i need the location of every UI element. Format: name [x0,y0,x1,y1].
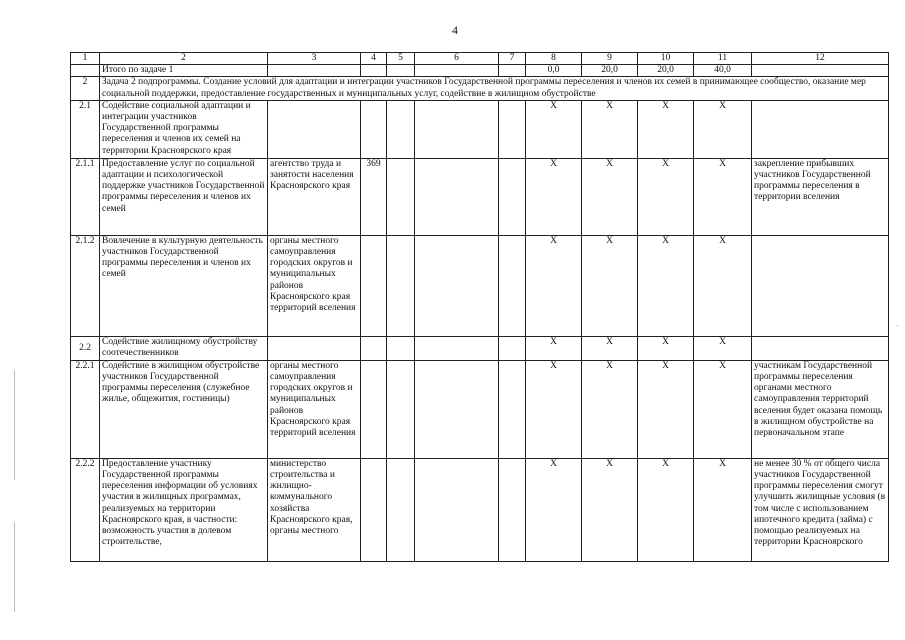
page-number: 4 [452,23,458,37]
row-number: 2.2.1 [71,360,100,458]
expected-result [752,336,889,360]
measure-name: Содействие в жилищном обустройстве участников Государственной программы переселения (служебное жилье, общежития, гостиницы) [100,360,268,458]
column-4-value [361,360,387,458]
header-cell: 6 [415,53,499,65]
scan-margin-mark [14,370,15,480]
expected-result: участникам Государственной программы переселения органами местного самоуправления территорий вселения будет оказана помощь в жилищном обустройстве на первоначальном этапе [752,360,889,458]
x-mark: X [526,336,582,360]
measure-name: Вовлечение в культурную деятельность участников Государственной программы переселения и членов их семей [100,235,268,336]
x-mark: X [526,458,582,561]
header-cell: 1 [71,53,100,65]
measure-name: Содействие жилищному обустройству соотечественников [100,336,268,360]
x-mark: X [694,235,752,336]
column-4-value [361,458,387,561]
executor: агентство труда и занятости населения Красноярского края [268,158,361,235]
x-mark: X [582,235,638,336]
total-value: 20,0 [638,65,694,77]
expected-result: закрепление прибывших участников Государственной программы переселения в территории вселения [752,158,889,235]
header-row [71,53,889,65]
scan-margin-mark [14,522,15,612]
x-mark: X [526,158,582,235]
x-mark: X [638,336,694,360]
x-mark: X [638,458,694,561]
column-4-value [361,235,387,336]
x-mark: X [582,158,638,235]
task-row [71,77,889,100]
total-value: 20,0 [582,65,638,77]
total-value: 0,0 [526,65,582,77]
x-mark: X [526,100,582,158]
x-mark: X [638,158,694,235]
expected-result [752,235,889,336]
row-number: 2 [71,77,100,100]
row-number: 2.1.2 [71,235,100,336]
header-cell: 5 [387,53,415,65]
x-mark: X [694,458,752,561]
header-cell: 12 [752,53,889,65]
program-table [70,52,889,562]
table-row [71,235,889,336]
total-value: 40,0 [694,65,752,77]
x-mark: X [582,458,638,561]
x-mark: X [638,235,694,336]
table-row [71,336,889,360]
table-row [71,360,889,458]
row-number: 2.2 [71,336,100,360]
measure-name: Предоставление услуг по социальной адаптации и психологической поддержке участников Государственной программы переселения и членов их семей [100,158,268,235]
x-mark: X [694,158,752,235]
column-4-value [361,100,387,158]
table-row [71,458,889,561]
executor [268,336,361,360]
x-mark: X [638,100,694,158]
x-mark: X [582,360,638,458]
header-cell: 2 [100,53,268,65]
x-mark: X [582,336,638,360]
scan-speck [897,325,898,326]
row-number: 2.2.2 [71,458,100,561]
executor: органы местного самоуправления городских округов и муниципальных районов Красноярского края территорий вселения [268,235,361,336]
table-row [71,100,889,158]
task-description: Задача 2 подпрограммы. Создание условий для адаптации и интеграции участников Государственной программы переселения и членов их семей в принимающее сообщество, оказание мер социальной поддержки, предоставление государственных и муниципальных услуг, содействие в жилищном обустройстве [100,77,889,100]
executor [268,100,361,158]
x-mark: X [694,336,752,360]
header-cell: 10 [638,53,694,65]
total-row [71,65,889,77]
table-row [71,158,889,235]
executor: министерство строительства и жилищно-коммунального хозяйства Красноярского края, органы местного [268,458,361,561]
x-mark: X [694,360,752,458]
header-cell: 11 [694,53,752,65]
row-number: 2.1 [71,100,100,158]
x-mark: X [526,360,582,458]
x-mark: X [694,100,752,158]
header-cell: 4 [361,53,387,65]
column-4-value [361,336,387,360]
row-number: 2.1.1 [71,158,100,235]
measure-name: Содействие социальной адаптации и интеграции участников Государственной программы переселения и членов их семей на территории Красноярского края [100,100,268,158]
header-cell: 9 [582,53,638,65]
expected-result: не менее 30 % от общего числа участников Государственной программы переселения смогут улучшить жилищные условия (в том числе с использованием ипотечного кредита (займа) с помощью реализуемых на территории Красноярского [752,458,889,561]
header-cell: 3 [268,53,361,65]
column-4-value: 369 [361,158,387,235]
x-mark: X [638,360,694,458]
total-label: Итого по задаче 1 [100,65,268,77]
header-cell: 7 [499,53,526,65]
header-cell: 8 [526,53,582,65]
x-mark: X [582,100,638,158]
executor: органы местного самоуправления городских округов и муниципальных районов Красноярского края территорий вселения [268,360,361,458]
measure-name: Предоставление участнику Государственной программы переселения информации об условиях участия в жилищных программах, реализуемых на территории Красноярского края, в частности: возможность участия в долевом строительстве, [100,458,268,561]
expected-result [752,100,889,158]
x-mark: X [526,235,582,336]
